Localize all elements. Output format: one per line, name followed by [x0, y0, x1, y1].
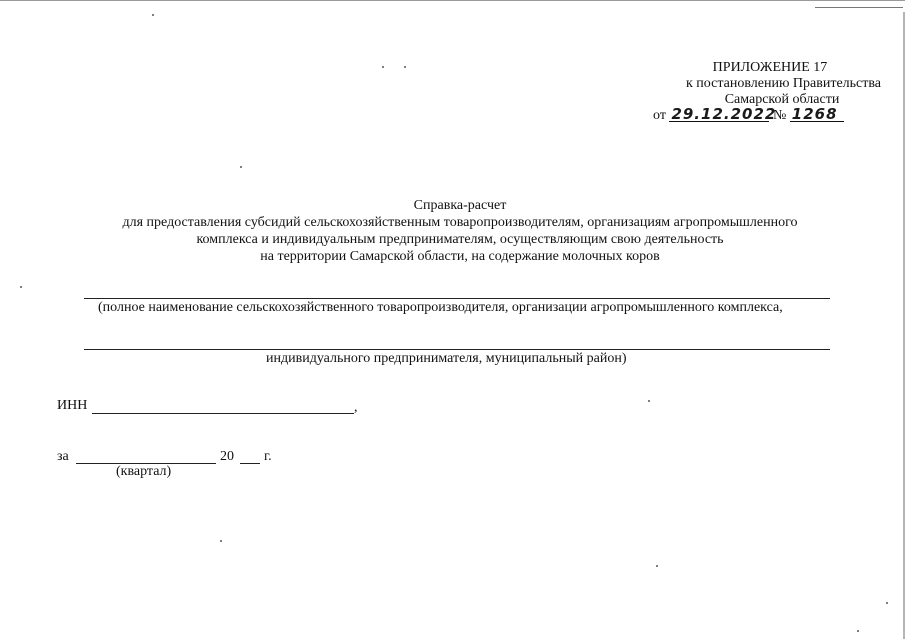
document-title [40, 198, 880, 266]
appendix-region-line: Самарской области [724, 92, 840, 107]
title-line-2: для предоставления субсидий сельскохозяйственным товаропроизводителям, организациям агропромышленного [122, 215, 798, 230]
scan-speck [404, 66, 406, 68]
scan-speck [648, 400, 650, 402]
inn-comma: , [354, 400, 358, 415]
organization-name-line-1 [84, 298, 830, 299]
year-field-line [240, 463, 260, 464]
organization-name-line-2 [84, 349, 830, 350]
date-prefix: от [653, 108, 666, 123]
title-line-3: комплекса и индивидуальным предпринимателям, осуществляющим свою деятельность [196, 232, 724, 247]
scan-speck [857, 630, 859, 632]
inn-field-line [92, 413, 354, 414]
number-sign: № [772, 108, 787, 123]
organization-name-caption-1: (полное наименование сельскохозяйственного товаропроизводителя, организации агропромышленного комплекса, [98, 300, 783, 315]
scan-top-edge [0, 0, 905, 1]
inn-label: ИНН [57, 398, 88, 413]
scan-top-right-edge [815, 7, 903, 8]
quarter-caption: (квартал) [116, 464, 172, 479]
scan-speck [20, 286, 22, 288]
scan-speck [656, 565, 658, 567]
handwritten-number: 1268 [790, 107, 844, 122]
year-suffix: г. [264, 449, 272, 464]
appendix-heading: ПРИЛОЖЕНИЕ 17 [712, 60, 828, 75]
period-label: за [57, 449, 69, 464]
scan-speck [240, 166, 242, 168]
handwritten-date: 29.12.2022 [671, 105, 777, 123]
appendix-resolution-line: к постановлению Правительства [685, 76, 882, 91]
appendix-block [600, 60, 900, 108]
scan-speck [220, 540, 222, 542]
scan-speck [886, 602, 888, 604]
scan-speck [382, 66, 384, 68]
scan-speck [152, 14, 154, 16]
organization-name-caption-2: индивидуального предпринимателя, муниципальный район) [266, 351, 627, 366]
appendix-date-line [653, 107, 844, 124]
title-line-1: Справка-расчет [413, 198, 507, 213]
year-prefix: 20 [220, 449, 234, 464]
title-line-4: на территории Самарской области, на содержание молочных коров [260, 249, 660, 264]
